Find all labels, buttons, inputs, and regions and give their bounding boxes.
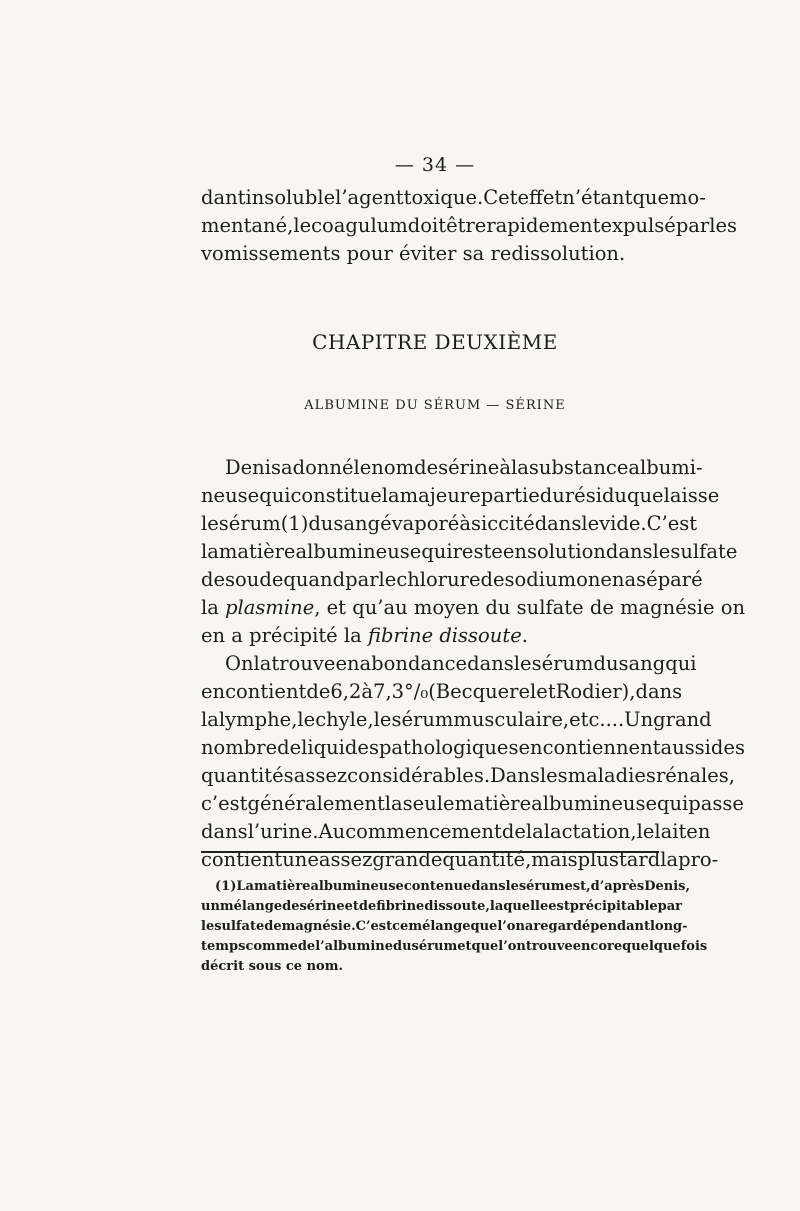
- word: musculaire,: [453, 708, 570, 731]
- word: quantités: [201, 764, 294, 787]
- word: en: [502, 540, 527, 563]
- word: regardé: [533, 919, 591, 934]
- word: le: [297, 708, 316, 731]
- word: Denis: [225, 456, 281, 479]
- word: l’albumine: [315, 939, 393, 954]
- word: C’est: [355, 919, 393, 934]
- word: liquides: [301, 736, 379, 759]
- footnote-line: [201, 939, 708, 954]
- text-line: [201, 680, 683, 703]
- text-segment: la: [201, 596, 226, 619]
- word: plus: [577, 848, 619, 871]
- word: sang: [618, 652, 666, 675]
- word: contient: [225, 680, 307, 703]
- word: par: [657, 899, 683, 914]
- word: des: [710, 736, 745, 759]
- word: de: [201, 568, 226, 591]
- word: et: [457, 939, 472, 954]
- word: que: [627, 484, 664, 507]
- word: le: [513, 652, 532, 675]
- word: on: [576, 568, 601, 591]
- word: à: [499, 456, 511, 479]
- word: de: [358, 899, 377, 914]
- word: siccité: [470, 512, 535, 535]
- word: sérum: [218, 512, 281, 535]
- footnote-line: [201, 919, 688, 934]
- word: pro-: [678, 848, 719, 871]
- word: (1): [215, 879, 237, 894]
- text-line: [201, 596, 746, 619]
- text-line: [201, 456, 703, 479]
- word: le: [652, 540, 671, 563]
- word: et: [344, 899, 359, 914]
- text-line: [201, 708, 712, 731]
- word: neuse: [201, 484, 260, 507]
- word: une: [282, 848, 319, 871]
- word: la: [525, 820, 544, 843]
- word: long-: [650, 919, 688, 934]
- word: coagulum: [311, 214, 408, 237]
- word: dans: [635, 680, 683, 703]
- word: lait: [654, 820, 687, 843]
- text-line: [201, 568, 703, 591]
- word: (Becquerel: [428, 680, 537, 703]
- word: etc....: [569, 708, 625, 731]
- word: Un: [624, 708, 654, 731]
- word: la: [384, 792, 403, 815]
- word: un: [201, 899, 220, 914]
- page-number: — 34 —: [394, 154, 476, 176]
- word: du: [539, 484, 565, 507]
- text-line: [201, 626, 664, 646]
- word: à: [459, 512, 471, 535]
- word: la: [201, 540, 219, 563]
- word: On: [225, 652, 254, 675]
- word: matière: [218, 540, 296, 563]
- word: l’on: [497, 919, 525, 934]
- word: le: [378, 568, 397, 591]
- word: que: [632, 186, 670, 209]
- word: Cet: [483, 186, 518, 209]
- word: du: [593, 652, 619, 675]
- word: aussi: [660, 736, 711, 759]
- word: de: [480, 568, 505, 591]
- word: le: [636, 820, 655, 843]
- word: nom: [371, 456, 415, 479]
- word: ce: [392, 919, 409, 934]
- word: sérum: [391, 708, 454, 731]
- section-heading: ALBUMINE DU SÉRUM — SÉRINE: [304, 398, 566, 413]
- word: chlorure: [396, 568, 481, 591]
- word: qui: [259, 484, 291, 507]
- word: grande: [372, 848, 443, 871]
- word: contiennent: [542, 736, 661, 759]
- word: être: [446, 214, 487, 237]
- word: sérum: [518, 879, 565, 894]
- word: l’on: [498, 939, 526, 954]
- word: en: [335, 652, 360, 675]
- word: passe: [688, 792, 744, 815]
- word: de: [414, 456, 439, 479]
- word: trouve: [271, 652, 336, 675]
- word: Denis,: [644, 879, 690, 894]
- word: de: [297, 939, 316, 954]
- word: chyle,: [315, 708, 374, 731]
- word: le: [201, 919, 215, 934]
- word: fibrine: [376, 899, 425, 914]
- word: l’agent: [335, 186, 404, 209]
- word: n’étant: [562, 186, 633, 209]
- word: d’après: [590, 879, 645, 894]
- word: le: [293, 214, 312, 237]
- word: partie: [480, 484, 540, 507]
- word: est,: [564, 879, 591, 894]
- word: grand: [653, 708, 712, 731]
- word: solution: [526, 540, 606, 563]
- word: 7,3: [373, 680, 405, 703]
- word: dans: [467, 652, 514, 675]
- word: laisse: [663, 484, 720, 507]
- word: en: [686, 820, 711, 843]
- word: laquelle: [489, 899, 549, 914]
- word: pathologiques: [378, 736, 519, 759]
- word: généralement: [247, 792, 385, 815]
- word: doit: [407, 214, 447, 237]
- word: l’urine.: [247, 820, 319, 843]
- word: albumineuse: [295, 540, 422, 563]
- word: matière: [253, 879, 311, 894]
- word: c’est: [201, 792, 248, 815]
- word: que: [471, 939, 499, 954]
- word: sérine: [438, 456, 500, 479]
- word: le: [353, 456, 372, 479]
- word: rapidement: [486, 214, 601, 237]
- word: que: [470, 919, 498, 934]
- word: trouve: [525, 939, 573, 954]
- word: donné: [292, 456, 354, 479]
- word: sodium: [504, 568, 577, 591]
- word: dans: [471, 879, 506, 894]
- word: 6,2: [330, 680, 362, 703]
- word: reste: [452, 540, 503, 563]
- word: constitue: [290, 484, 382, 507]
- word: quantité,: [442, 848, 532, 871]
- word: résidu: [564, 484, 627, 507]
- text-line: vomissements pour éviter sa redissolution.: [201, 242, 626, 265]
- word: en: [201, 680, 226, 703]
- word: la: [381, 484, 400, 507]
- word: à: [361, 680, 374, 703]
- word: lactation,: [543, 820, 637, 843]
- word: en: [518, 736, 543, 759]
- word: le: [581, 512, 600, 535]
- word: en: [600, 568, 625, 591]
- text-line: [201, 214, 738, 237]
- text-line: [201, 820, 711, 843]
- text-line: [201, 764, 735, 787]
- word: rénales,: [655, 764, 735, 787]
- word: mais: [531, 848, 578, 871]
- footnote-line: [201, 899, 683, 914]
- word: est: [548, 899, 570, 914]
- word: et: [536, 680, 556, 703]
- word: (1): [280, 512, 309, 535]
- word: mo-: [669, 186, 706, 209]
- word: vide.: [599, 512, 647, 535]
- word: a: [280, 456, 293, 479]
- word: maladies: [567, 764, 656, 787]
- word: de: [282, 899, 300, 914]
- word: sérum: [531, 652, 594, 675]
- word: la: [510, 456, 529, 479]
- word: C’est: [646, 512, 698, 535]
- word: dissoute,: [424, 899, 490, 914]
- footnote-line: [201, 879, 690, 894]
- word: assez: [318, 848, 373, 871]
- word: tard: [618, 848, 661, 871]
- word: abondance: [359, 652, 468, 675]
- word: expulsé: [600, 214, 676, 237]
- word: substance: [528, 456, 629, 479]
- word: la: [201, 708, 219, 731]
- word: contient: [201, 848, 283, 871]
- word: précipitable: [569, 899, 658, 914]
- word: de: [501, 820, 526, 843]
- word: La: [236, 879, 254, 894]
- word: albumineuse: [531, 792, 657, 815]
- word: temps: [201, 939, 246, 954]
- word: pendant: [590, 919, 650, 934]
- word: du: [393, 939, 412, 954]
- word: comme: [245, 939, 298, 954]
- word: qui: [657, 792, 689, 815]
- word: a: [624, 568, 637, 591]
- text-line: [201, 484, 720, 507]
- word: Rodier),: [555, 680, 636, 703]
- text-line: [201, 652, 697, 675]
- text-line: [201, 186, 706, 209]
- word: soude: [225, 568, 284, 591]
- word: la: [660, 848, 679, 871]
- text-line: [201, 792, 744, 815]
- word: la: [253, 652, 272, 675]
- word: de: [306, 680, 331, 703]
- text-line: [201, 736, 745, 759]
- word: lymphe,: [218, 708, 298, 731]
- word: par: [345, 568, 379, 591]
- word: toxique.: [403, 186, 484, 209]
- word: séparé: [636, 568, 703, 591]
- word: évaporé: [380, 512, 460, 535]
- word: albumi-: [628, 456, 703, 479]
- word: quand: [283, 568, 346, 591]
- word: de: [277, 736, 302, 759]
- word: sérine: [299, 899, 345, 914]
- word: par: [675, 214, 710, 237]
- italic-term: fibrine dissoute: [367, 624, 522, 647]
- word: dans: [201, 820, 248, 843]
- word: mélange: [408, 919, 471, 934]
- word: les: [709, 214, 738, 237]
- text-segment: en a précipité la: [201, 624, 368, 647]
- word: de: [264, 919, 282, 934]
- word: sang: [333, 512, 381, 535]
- word: qui: [665, 652, 697, 675]
- word: le: [505, 879, 519, 894]
- word: nombre: [201, 736, 278, 759]
- word: matière: [454, 792, 532, 815]
- word: encore: [572, 939, 623, 954]
- word: a: [524, 919, 534, 934]
- word: albumineuse: [310, 879, 404, 894]
- word: mélange: [219, 899, 283, 914]
- text-segment: .: [521, 624, 528, 647]
- word: dant: [201, 186, 246, 209]
- word: du: [308, 512, 334, 535]
- word: le: [201, 512, 219, 535]
- word: mentané,: [201, 214, 294, 237]
- word: effet: [517, 186, 563, 209]
- word: insoluble: [245, 186, 336, 209]
- footnote-rule: [201, 851, 659, 853]
- word: contenue: [403, 879, 472, 894]
- text-segment: , et qu’au moyen du sulfate de magnésie on: [314, 596, 746, 619]
- footnote-line: décrit sous ce nom.: [201, 959, 343, 974]
- word: sulfate: [670, 540, 738, 563]
- italic-term: plasmine: [225, 596, 315, 619]
- word: Au: [318, 820, 346, 843]
- word: °/₀: [404, 680, 429, 703]
- text-line: [201, 540, 738, 563]
- word: magnésie.: [281, 919, 356, 934]
- word: les: [539, 764, 568, 787]
- word: qui: [421, 540, 453, 563]
- word: seule: [402, 792, 455, 815]
- word: commencement: [345, 820, 502, 843]
- word: quelquefois: [622, 939, 708, 954]
- word: dans: [534, 512, 582, 535]
- word: majeure: [399, 484, 481, 507]
- word: assez: [293, 764, 348, 787]
- word: sérum: [411, 939, 458, 954]
- word: considérables.: [347, 764, 491, 787]
- word: sulfate: [214, 919, 265, 934]
- text-line: [201, 512, 698, 535]
- chapter-title: CHAPITRE DEUXIÈME: [312, 330, 558, 354]
- word: Dans: [490, 764, 540, 787]
- word: dans: [605, 540, 653, 563]
- word: le: [373, 708, 392, 731]
